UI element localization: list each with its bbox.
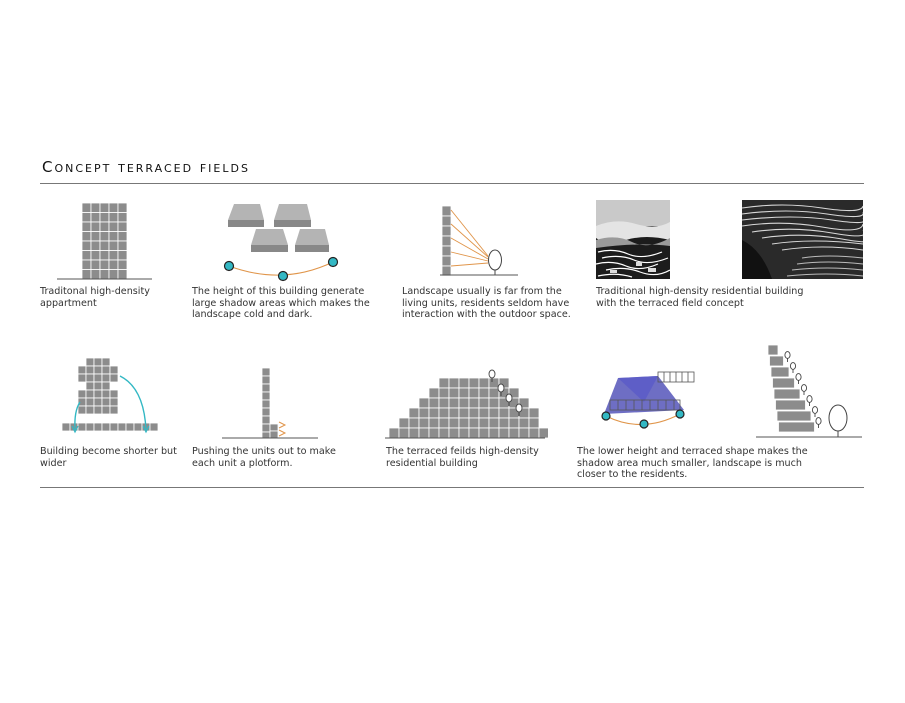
unit-block xyxy=(262,424,270,432)
unit-block xyxy=(469,388,479,398)
caption-shorter-wider: Building become shorter but wider xyxy=(40,446,177,469)
unit-block xyxy=(118,203,127,213)
unit-block xyxy=(469,408,479,418)
unit-block xyxy=(118,241,127,251)
unit-block xyxy=(469,398,479,408)
unit-block xyxy=(109,213,118,223)
unit-block xyxy=(118,270,127,280)
unit-block xyxy=(774,389,800,399)
unit-block xyxy=(449,408,459,418)
unit-block xyxy=(442,216,451,226)
caption-terraced-concept: Traditional high-density residential building with the terraced field concept xyxy=(596,286,804,309)
unit-block xyxy=(429,388,439,398)
unit-block xyxy=(449,378,459,388)
unit-block xyxy=(768,345,778,355)
unit-block xyxy=(102,406,110,414)
unit-block xyxy=(110,398,118,406)
balcony-tree-icon xyxy=(807,396,812,403)
sight-lines xyxy=(451,210,488,266)
unit-block xyxy=(78,374,86,382)
unit-block xyxy=(78,390,86,398)
unit-block xyxy=(78,423,86,431)
unit-block xyxy=(86,382,94,390)
push-units-diagram xyxy=(220,366,320,442)
unit-block xyxy=(94,406,102,414)
balcony-tree-icon xyxy=(790,363,795,370)
unit-block xyxy=(469,378,479,388)
unit-block xyxy=(389,428,399,438)
unit-block xyxy=(429,408,439,418)
sun-position-marker xyxy=(640,420,648,428)
unit-block xyxy=(94,398,102,406)
unit-block xyxy=(489,378,499,388)
unit-block xyxy=(91,203,100,213)
unit-block xyxy=(82,203,91,213)
caption-shadow-area: The height of this building generate large shadow areas which makes the landscape cold and dark. xyxy=(192,286,370,321)
unit-block xyxy=(499,418,509,428)
unit-block xyxy=(771,367,789,377)
tree-icon xyxy=(829,405,847,431)
unit-block xyxy=(86,406,94,414)
unit-block xyxy=(118,423,126,431)
unit-block xyxy=(442,226,451,236)
unit-block xyxy=(86,374,94,382)
unit-block xyxy=(509,428,519,438)
unit-block xyxy=(91,260,100,270)
unit-block xyxy=(262,384,270,392)
unit-block xyxy=(82,213,91,223)
unit-block xyxy=(419,408,429,418)
unit-block xyxy=(529,428,539,438)
unit-block xyxy=(479,398,489,408)
unit-block xyxy=(442,236,451,246)
unit-block xyxy=(100,232,109,242)
unit-block xyxy=(94,366,102,374)
balcony-tree-icon xyxy=(785,352,790,359)
push-arrows xyxy=(279,422,285,436)
caption-landscape-distance: Landscape usually is far from the living units, residents seldom have interaction with the outdoor space. xyxy=(402,286,571,321)
unit-block xyxy=(409,428,419,438)
unit-block xyxy=(429,418,439,428)
unit-block xyxy=(262,376,270,384)
transform-arrow-right xyxy=(120,376,146,430)
unit-block xyxy=(102,366,110,374)
sun-position-marker xyxy=(676,410,684,418)
building-block-2 xyxy=(274,204,311,227)
terrace-levels xyxy=(768,345,815,432)
unit-block xyxy=(82,260,91,270)
unit-block xyxy=(86,358,94,366)
unit-block xyxy=(134,423,142,431)
unit-block xyxy=(82,251,91,261)
unit-block xyxy=(91,241,100,251)
unit-block xyxy=(399,418,409,428)
unit-block xyxy=(110,366,118,374)
unit-block xyxy=(270,424,278,431)
unit-block xyxy=(109,251,118,261)
unit-block xyxy=(91,251,100,261)
unit-block xyxy=(102,390,110,398)
unit-block xyxy=(82,222,91,232)
section-title: Concept terraced fields xyxy=(42,158,250,176)
unit-block xyxy=(91,222,100,232)
unit-block xyxy=(499,428,509,438)
unit-block xyxy=(469,418,479,428)
unit-column xyxy=(442,206,451,276)
unit-block xyxy=(479,428,489,438)
unit-block xyxy=(109,270,118,280)
unit-block xyxy=(529,418,539,428)
unit-block xyxy=(442,206,451,216)
unit-block xyxy=(509,418,519,428)
unit-block xyxy=(459,428,469,438)
pushed-units xyxy=(262,368,278,438)
traditional-tower-diagram xyxy=(52,198,162,284)
caption-terraced-building: The terraced feilds high-density residential building xyxy=(386,446,539,469)
unit-block xyxy=(100,251,109,261)
unit-block xyxy=(94,374,102,382)
unit-block xyxy=(262,400,270,408)
unit-block xyxy=(82,270,91,280)
unit-block xyxy=(262,368,270,376)
unit-block xyxy=(777,411,811,421)
unit-block xyxy=(449,428,459,438)
terraced-building-diagram xyxy=(383,366,548,442)
rice-terraces-photo xyxy=(742,200,863,279)
unit-block xyxy=(439,428,449,438)
unit-block xyxy=(539,428,548,438)
unit-block xyxy=(100,213,109,223)
unit-block xyxy=(479,378,489,388)
unit-block xyxy=(449,398,459,408)
tower-units xyxy=(82,203,127,279)
unit-block xyxy=(100,260,109,270)
unit-block xyxy=(62,423,70,431)
balcony-tree-icon xyxy=(812,407,817,414)
unit-block xyxy=(442,256,451,266)
unit-block xyxy=(109,222,118,232)
unit-block xyxy=(419,418,429,428)
unit-block xyxy=(479,418,489,428)
shifted-units xyxy=(62,358,158,431)
unit-block xyxy=(489,418,499,428)
unit-block xyxy=(109,203,118,213)
unit-block xyxy=(102,358,110,366)
unit-block xyxy=(409,418,419,428)
unit-block xyxy=(459,418,469,428)
unit-block xyxy=(102,374,110,382)
unit-block xyxy=(100,222,109,232)
unit-block xyxy=(270,431,278,438)
unit-block xyxy=(489,398,499,408)
building-block-3 xyxy=(251,229,288,252)
unit-block xyxy=(262,416,270,424)
unit-block xyxy=(100,241,109,251)
unit-block xyxy=(399,428,409,438)
unit-block xyxy=(419,398,429,408)
unit-block xyxy=(459,408,469,418)
unit-block xyxy=(529,408,539,418)
bottom-divider xyxy=(40,487,864,488)
unit-block xyxy=(429,398,439,408)
sun-position-marker xyxy=(225,262,234,271)
unit-block xyxy=(78,406,86,414)
sun-position-marker xyxy=(602,412,610,420)
unit-block xyxy=(442,246,451,256)
unit-block xyxy=(118,260,127,270)
unit-block xyxy=(489,428,499,438)
unit-block xyxy=(262,408,270,416)
unit-block xyxy=(489,408,499,418)
unit-block xyxy=(110,406,118,414)
unit-block xyxy=(91,232,100,242)
unit-block xyxy=(479,408,489,418)
unit-block xyxy=(126,423,134,431)
unit-block xyxy=(102,423,110,431)
unit-block xyxy=(86,398,94,406)
unit-block xyxy=(519,418,529,428)
balcony-tree-icon xyxy=(816,418,821,425)
unit-block xyxy=(459,378,469,388)
unit-block xyxy=(78,366,86,374)
unit-block xyxy=(109,260,118,270)
unit-block xyxy=(82,232,91,242)
balcony-tree-icon xyxy=(796,374,801,381)
unit-block xyxy=(94,390,102,398)
unit-block xyxy=(262,392,270,400)
unit-block xyxy=(770,356,784,366)
unit-block xyxy=(91,270,100,280)
unit-block xyxy=(91,213,100,223)
terraced-section-diagram xyxy=(752,340,864,442)
unit-block xyxy=(419,428,429,438)
unit-block xyxy=(94,423,102,431)
unit-block xyxy=(449,388,459,398)
caption-traditional-apartment: Traditonal high-density appartment xyxy=(40,286,150,309)
unit-block xyxy=(439,418,449,428)
unit-block xyxy=(109,241,118,251)
unit-block xyxy=(86,390,94,398)
unit-block xyxy=(439,378,449,388)
unit-block xyxy=(94,382,102,390)
unit-block xyxy=(82,241,91,251)
tree-icon xyxy=(489,250,502,270)
unit-block xyxy=(118,222,127,232)
unit-block xyxy=(776,400,806,410)
unit-block xyxy=(409,408,419,418)
unit-block xyxy=(479,388,489,398)
unit-block xyxy=(109,232,118,242)
shorter-wider-diagram xyxy=(58,356,158,442)
unit-block xyxy=(489,388,499,398)
sun-position-marker xyxy=(279,272,288,281)
unit-block xyxy=(110,423,118,431)
landscape-distance-diagram xyxy=(438,200,528,280)
unit-block xyxy=(102,382,110,390)
misty-terraced-fields-photo xyxy=(596,200,670,279)
caption-reduced-shadow: The lower height and terraced shape makes the shadow area much smaller, landscape is much closer to the residents. xyxy=(577,446,808,481)
unit-block xyxy=(262,432,270,438)
unit-block xyxy=(102,398,110,406)
reduced-shadow-diagram xyxy=(596,362,700,434)
unit-block xyxy=(118,213,127,223)
unit-block xyxy=(150,423,158,431)
unit-block xyxy=(100,270,109,280)
unit-block xyxy=(110,390,118,398)
unit-block xyxy=(94,358,102,366)
unit-block xyxy=(459,388,469,398)
sun-position-marker xyxy=(329,258,338,267)
unit-block xyxy=(779,422,815,432)
unit-block xyxy=(449,418,459,428)
unit-block xyxy=(773,378,795,388)
unit-block xyxy=(519,428,529,438)
caption-push-units: Pushing the units out to make each unit a plotform. xyxy=(192,446,336,469)
unit-block xyxy=(459,398,469,408)
unit-block xyxy=(439,408,449,418)
unit-block xyxy=(439,388,449,398)
balcony-tree-icon xyxy=(801,385,806,392)
unit-block xyxy=(439,398,449,408)
unit-block xyxy=(469,428,479,438)
building-block-1 xyxy=(228,204,264,227)
unit-block xyxy=(100,203,109,213)
unit-block xyxy=(499,408,509,418)
unit-block xyxy=(86,423,94,431)
terraced-units xyxy=(389,378,548,438)
unit-block xyxy=(118,232,127,242)
unit-block xyxy=(86,366,94,374)
unit-block xyxy=(110,374,118,382)
building-block-4 xyxy=(295,229,329,252)
unit-block xyxy=(429,428,439,438)
unit-block xyxy=(118,251,127,261)
shadow-area-diagram xyxy=(215,196,355,282)
top-divider xyxy=(40,183,864,184)
